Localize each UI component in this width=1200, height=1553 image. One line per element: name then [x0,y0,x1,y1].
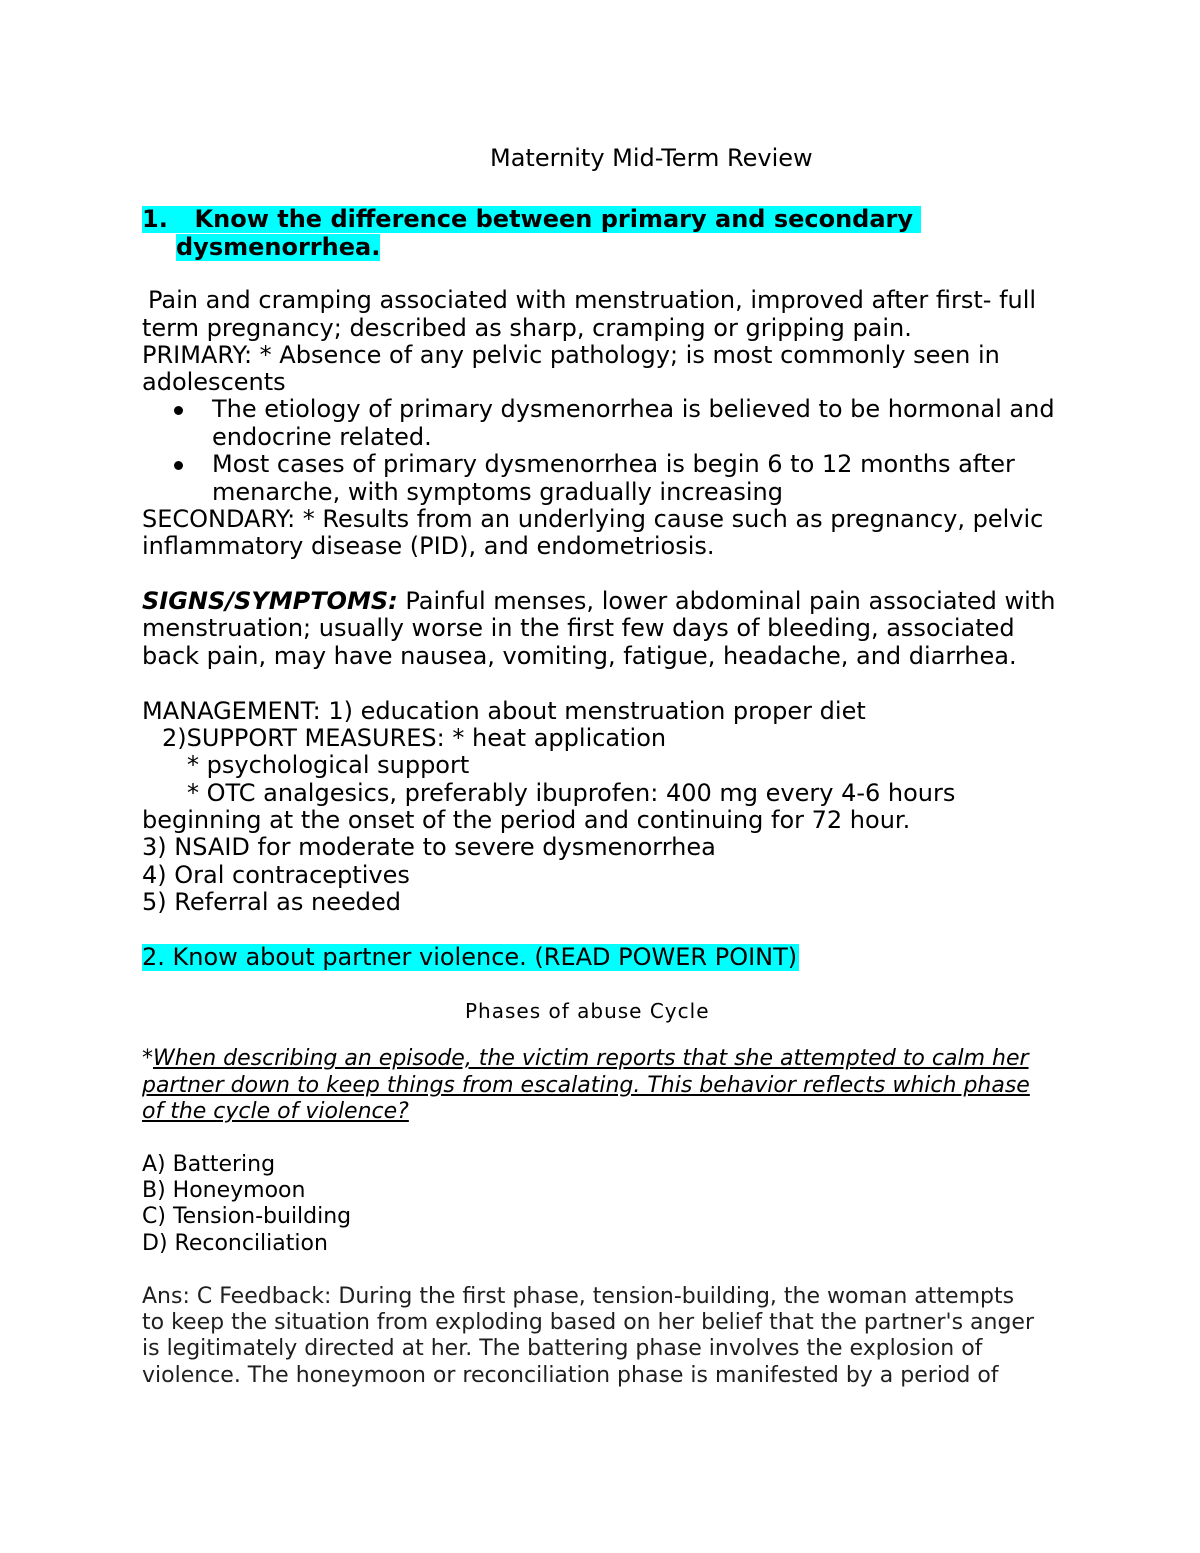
intro-line: Pain and cramping associated with menstruation, improved after first- full [148,286,1037,314]
primary-bullet-line: endocrine related. [212,423,432,451]
management-line: 2)SUPPORT MEASURES: * heat application [162,724,667,752]
question-line: partner down to keep things from escalating. This behavior reflects which phase [142,1073,1030,1098]
management-line: MANAGEMENT: 1) education about menstruation proper diet [142,697,866,725]
bullet-dot [174,406,183,415]
signs-line: menstruation; usually worse in the first few days of bleeding, associated [142,614,1015,642]
primary-line: PRIMARY: * Absence of any pelvic pathology; is most commonly seen in [142,341,1000,369]
question-2-number: 2. [142,943,165,971]
primary-bullet-line: The etiology of primary dysmenorrhea is believed to be hormonal and [212,395,1055,423]
question-star: * [142,1046,153,1071]
secondary-line: inflammatory disease (PID), and endometriosis. [142,532,715,560]
signs-line: back pain, may have nausea, vomiting, fatigue, headache, and diarrhea. [142,642,1017,670]
signs-text: Painful menses, lower abdominal pain associated with [397,587,1056,615]
answer-feedback-line: violence. The honeymoon or reconciliation phase is manifested by a period of [142,1363,999,1388]
intro-line: term pregnancy; described as sharp, cramping or gripping pain. [142,314,912,342]
answer-feedback-line: Ans: C Feedback: During the first phase, tension-building, the woman attempts [142,1284,1015,1309]
signs-label: SIGNS/SYMPTOMS: [142,587,398,615]
answer-feedback-line: is legitimately directed at her. The battering phase involves the explosion of [142,1336,983,1361]
management-line: * psychological support [187,751,470,779]
question-2-text: Know about partner violence. (READ POWER POINT) [172,943,798,971]
primary-bullet-line: Most cases of primary dysmenorrhea is begin 6 to 12 months after [212,450,1015,478]
question-1-text: Know the difference between primary and secondary [194,205,914,233]
primary-bullet-line: menarche, with symptoms gradually increasing [212,478,783,506]
management-line: 5) Referral as needed [142,888,401,916]
management-line: 4) Oral contraceptives [142,861,410,889]
question-text: When describing an episode, the victim reports that she attempted to calm her [153,1046,1029,1071]
phases-heading: Phases of abuse Cycle [465,999,710,1023]
answer-option: C) Tension-building [142,1204,352,1229]
question-1-heading-line1 [142,206,921,233]
management-line: 3) NSAID for moderate to severe dysmenorrhea [142,833,716,861]
bullet-dot [174,461,183,470]
question-1-heading-line2: dysmenorrhea. [176,233,381,261]
signs-line [142,588,1055,615]
answer-option: D) Reconciliation [142,1231,328,1256]
answer-feedback-line: to keep the situation from exploding based on her belief that the partner's anger [142,1310,1034,1335]
secondary-line: SECONDARY: * Results from an underlying cause such as pregnancy, pelvic [142,505,1044,533]
question-1-number: 1. [142,205,168,233]
management-line: beginning at the onset of the period and continuing for 72 hour. [142,806,911,834]
management-line: * OTC analgesics, preferably ibuprofen: 400 mg every 4-6 hours [187,779,956,807]
question-line: of the cycle of violence? [142,1099,409,1124]
answer-option: B) Honeymoon [142,1178,306,1203]
question-line [142,1046,1029,1072]
question-2-heading [142,944,799,971]
primary-line: adolescents [142,368,286,396]
answer-option: A) Battering [142,1152,276,1177]
document-title: Maternity Mid-Term Review [490,144,813,172]
